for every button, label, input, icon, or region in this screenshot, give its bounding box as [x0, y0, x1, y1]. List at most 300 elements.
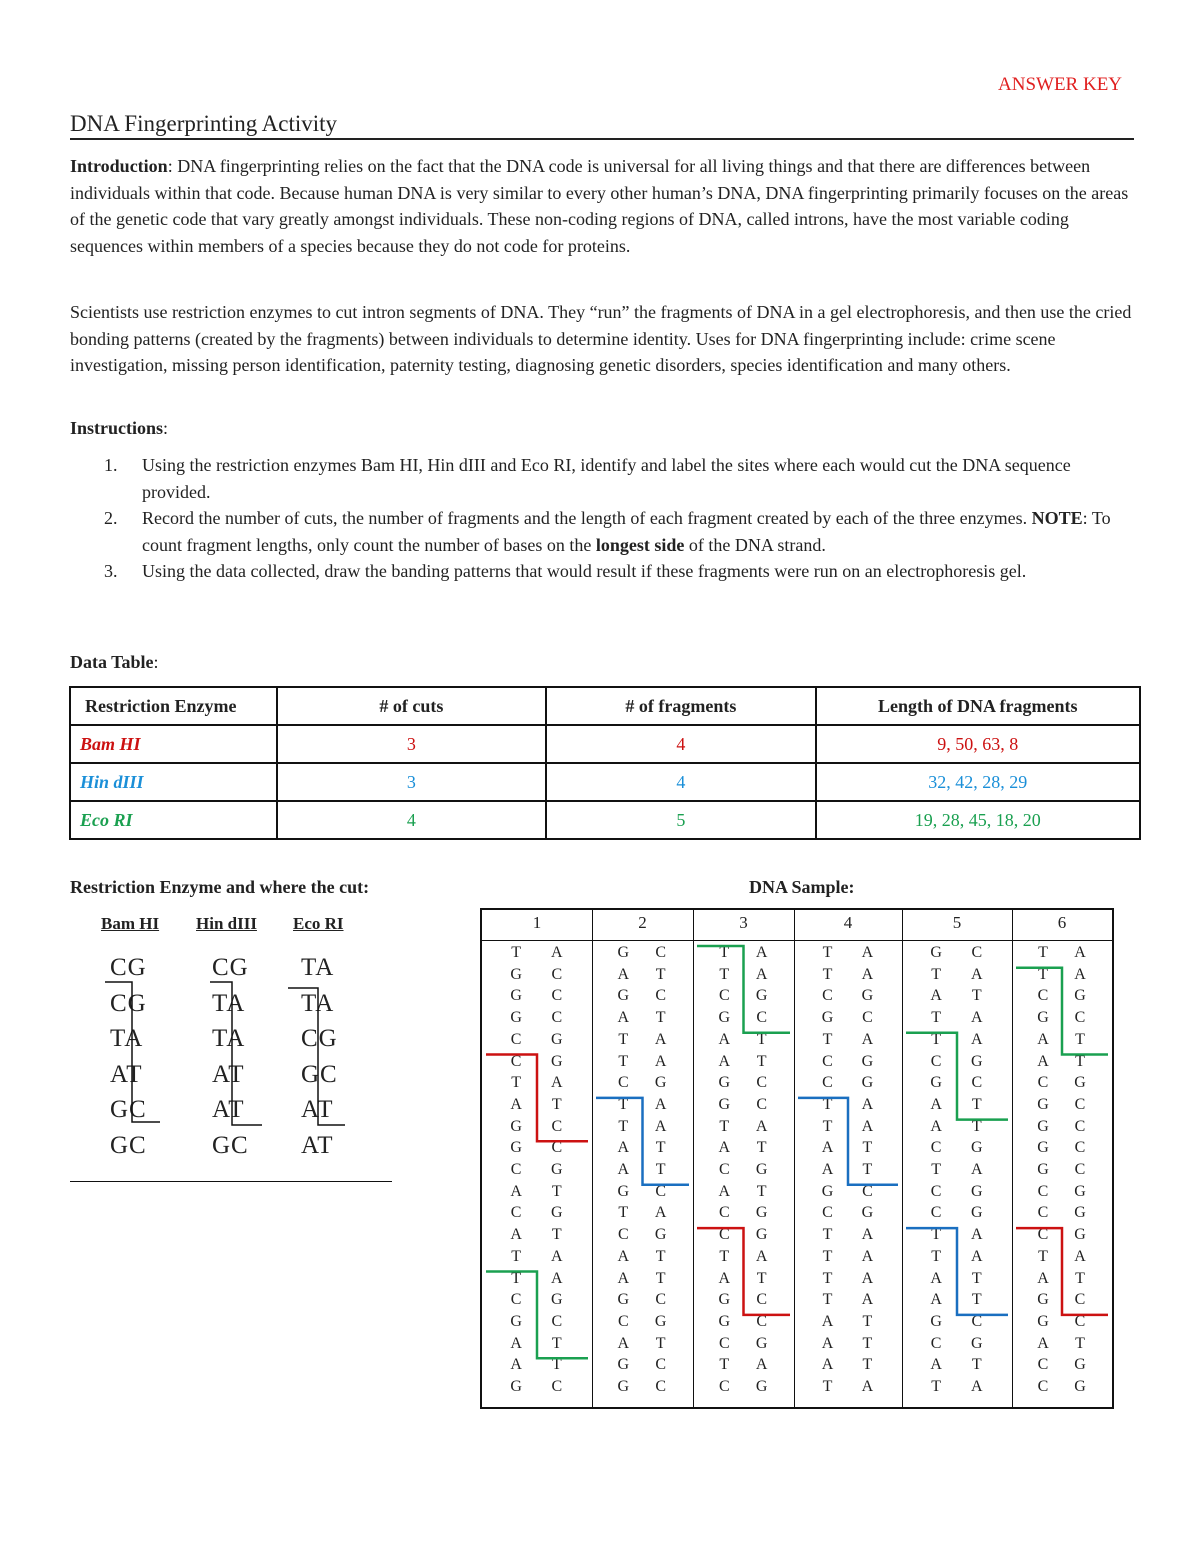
dna-base: C — [1037, 1074, 1049, 1092]
dna-base: T — [511, 1269, 521, 1287]
dna-base: C — [617, 1226, 629, 1244]
dna-base: A — [755, 1247, 768, 1265]
dna-base: G — [1074, 1226, 1086, 1244]
enzyme-cell: Eco RI — [70, 801, 277, 839]
dna-base: A — [821, 1356, 834, 1374]
dna-base: G — [971, 1139, 983, 1157]
dna-base: G — [861, 1052, 874, 1070]
dna-base: G — [755, 1161, 768, 1178]
dna-base: C — [1037, 1182, 1049, 1200]
dna-base: T — [971, 1095, 982, 1113]
list-number: 3. — [104, 561, 118, 582]
dna-base: A — [654, 1117, 667, 1135]
eco-cut-line — [697, 946, 790, 1033]
list-text: Using the restriction enzymes Bam HI, Hin dIII and Eco RI, identify and label the sites where each would cut the DNA sequence provided. — [142, 455, 1071, 502]
dna-base: G — [1074, 1356, 1086, 1374]
instructions-label: Instructions — [70, 418, 164, 438]
dna-base: T — [719, 944, 730, 961]
dna-base: T — [822, 1095, 833, 1113]
instructions-colon: : — [163, 418, 169, 438]
cuts-cell: 4 — [277, 801, 546, 839]
dna-base: A — [551, 1269, 563, 1287]
dna-base: A — [755, 1356, 768, 1374]
dna-base: G — [617, 944, 630, 961]
dna-base: T — [971, 1356, 982, 1374]
dna-base: A — [654, 1030, 667, 1048]
dna-base: G — [510, 1009, 522, 1027]
base-pair: GC — [110, 1131, 147, 1159]
dna-base: G — [718, 1312, 731, 1330]
dna-base: A — [861, 1378, 874, 1395]
dna-base: G — [551, 1030, 563, 1048]
emphasis-text: longest side — [595, 534, 685, 555]
fragments-cell: 5 — [546, 801, 816, 839]
dna-base: C — [1037, 987, 1049, 1005]
dna-base: C — [756, 1312, 767, 1330]
dna-base: T — [822, 965, 833, 983]
dna-base: T — [1075, 1269, 1085, 1287]
dna-base: C — [655, 944, 666, 961]
dna-base: T — [931, 1161, 941, 1178]
dna-base: C — [1074, 1139, 1086, 1157]
dna-base: C — [971, 1074, 983, 1092]
dna-base: T — [655, 1269, 666, 1287]
dna-base: G — [971, 1334, 983, 1352]
dna-base: G — [930, 1074, 942, 1092]
dna-base: A — [617, 1247, 630, 1265]
dna-base: C — [551, 1139, 563, 1157]
dna-base: T — [618, 1117, 629, 1135]
dna-base: T — [551, 1182, 562, 1200]
dna-base: C — [756, 1291, 767, 1309]
lengths-cell: 9, 50, 63, 8 — [816, 725, 1140, 763]
dna-base: G — [617, 1182, 630, 1200]
dna-base: A — [755, 1117, 768, 1135]
dna-base: T — [931, 965, 941, 983]
dna-base: T — [822, 1247, 833, 1265]
dna-base: T — [971, 1269, 982, 1287]
dna-base: G — [1074, 1204, 1086, 1222]
dna-base: G — [1074, 1182, 1086, 1200]
dna-base: A — [971, 1030, 983, 1048]
dna-base: A — [930, 1095, 942, 1113]
dna-base: C — [655, 1356, 666, 1374]
dna-base: T — [551, 1334, 562, 1352]
table-header: # of fragments — [546, 687, 816, 725]
intro-label: Introduction — [70, 156, 168, 176]
dna-base: A — [654, 1052, 667, 1070]
table-header: Length of DNA fragments — [816, 687, 1140, 725]
dna-base: T — [1038, 1247, 1048, 1265]
dna-base: C — [930, 1139, 942, 1157]
dna-base: A — [617, 1334, 630, 1352]
dna-column-header: 5 — [952, 913, 962, 932]
dna-base: A — [510, 1356, 522, 1374]
dna-base: C — [971, 944, 983, 961]
dna-base: G — [930, 1312, 942, 1330]
dna-base: G — [551, 1204, 563, 1222]
dna-base: G — [1037, 1312, 1049, 1330]
dna-base: G — [930, 944, 942, 961]
dna-base: A — [617, 1139, 630, 1157]
dna-base: C — [1037, 1378, 1049, 1395]
dna-base: A — [1037, 1030, 1049, 1048]
dna-base: A — [971, 1378, 983, 1395]
dna-base: T — [862, 1334, 873, 1352]
dna-base: A — [861, 944, 874, 961]
dna-base: C — [1074, 1312, 1086, 1330]
dna-base: T — [971, 1117, 982, 1135]
data-table-label: Data Table — [70, 652, 154, 672]
dna-base: T — [618, 1204, 629, 1222]
page-title: DNA Fingerprinting Activity — [70, 111, 338, 136]
eco-cut-line — [486, 1269, 588, 1359]
list-text: of the DNA strand. — [684, 534, 826, 555]
dna-base: A — [551, 1074, 563, 1092]
dna-base: T — [655, 965, 666, 983]
fragments-cell: 4 — [546, 763, 816, 801]
dna-base: C — [971, 1312, 983, 1330]
dna-base: T — [822, 944, 833, 961]
dna-base: G — [1074, 1378, 1086, 1395]
dna-base: C — [1074, 1161, 1086, 1178]
dna-base: T — [822, 1269, 833, 1287]
base-pair: AT — [212, 1060, 245, 1088]
dna-base: T — [1038, 965, 1048, 983]
dna-base: C — [1074, 1095, 1086, 1113]
base-pair: CG — [110, 989, 147, 1017]
enzyme-label-hindiii: Hin dIII — [196, 914, 257, 933]
dna-base: A — [1074, 944, 1086, 961]
hindiii-cut-line — [210, 982, 262, 1125]
dna-base: A — [971, 1009, 983, 1027]
dna-base: C — [822, 1052, 833, 1070]
dna-base: T — [511, 1247, 521, 1265]
dna-base: A — [718, 1139, 731, 1157]
dna-base: T — [719, 1117, 730, 1135]
dna-base: C — [551, 965, 563, 983]
dna-base: G — [617, 1291, 630, 1309]
base-pair: TA — [212, 989, 246, 1017]
dna-base: T — [971, 987, 982, 1005]
dna-base: C — [718, 1334, 730, 1352]
dna-base: T — [822, 1226, 833, 1244]
base-pair: CG — [301, 1025, 338, 1052]
dna-base: C — [1074, 1117, 1086, 1135]
enzyme-label-bamhi: Bam HI — [101, 914, 160, 933]
dna-base: T — [551, 1095, 562, 1113]
dna-base: C — [862, 1182, 873, 1200]
dna-base: C — [862, 1009, 873, 1027]
dna-base: A — [551, 1247, 563, 1265]
dna-base: T — [822, 1378, 833, 1395]
dna-base: C — [617, 1312, 629, 1330]
dna-base: G — [1037, 1009, 1049, 1027]
dna-base: A — [821, 1161, 834, 1178]
dna-base: A — [821, 1312, 834, 1330]
answer-key-label: ANSWER KEY — [998, 74, 1123, 95]
hin-cut-line — [906, 1228, 1008, 1315]
dna-base: T — [931, 1247, 941, 1265]
dna-base: A — [930, 1356, 942, 1374]
base-pair: TA — [301, 954, 335, 981]
lengths-cell: 19, 28, 45, 18, 20 — [816, 801, 1140, 839]
dna-base: A — [617, 965, 630, 983]
dna-base: C — [655, 1291, 666, 1309]
dna-base: C — [718, 1226, 730, 1244]
base-pair: CG — [212, 954, 249, 981]
hin-cut-line — [596, 1095, 689, 1185]
dna-base: G — [617, 1378, 630, 1395]
dna-base: C — [718, 1378, 730, 1395]
enzyme-label-ecori: Eco RI — [293, 914, 344, 933]
dna-base: T — [862, 1139, 873, 1157]
dna-base: C — [551, 1009, 563, 1027]
dna-base: G — [718, 1095, 731, 1113]
dna-base: A — [861, 1291, 874, 1309]
dna-base: A — [1037, 1052, 1049, 1070]
dna-base: T — [931, 1030, 941, 1048]
dna-column-header: 6 — [1057, 913, 1067, 932]
dna-base: T — [1075, 1052, 1085, 1070]
dna-base: G — [654, 1074, 667, 1092]
dna-base: G — [654, 1226, 667, 1244]
dna-base: C — [1037, 1226, 1049, 1244]
enzyme-cell: Bam HI — [70, 725, 277, 763]
bamhi-cut-line — [105, 982, 160, 1122]
dna-base: G — [718, 1291, 731, 1309]
dna-base: A — [755, 944, 768, 961]
dna-base: T — [655, 1139, 666, 1157]
dna-base: A — [930, 1117, 942, 1135]
bam-cut-line — [486, 1052, 588, 1142]
dna-base: T — [719, 965, 730, 983]
dna-base: T — [551, 1356, 562, 1374]
dna-base: A — [861, 1030, 874, 1048]
dna-base: A — [861, 1117, 874, 1135]
dna-base: G — [510, 1139, 522, 1157]
dna-base: T — [931, 1009, 941, 1027]
dna-base: G — [755, 1226, 768, 1244]
dna-base: A — [930, 1269, 942, 1287]
dna-base: C — [1074, 1291, 1086, 1309]
eco-cut-line — [906, 1030, 1008, 1120]
dna-sample-table — [480, 908, 1114, 1409]
dna-base: C — [551, 987, 563, 1005]
dna-base: T — [655, 1161, 666, 1178]
base-pair: CG — [110, 954, 147, 981]
dna-base: C — [1074, 1009, 1086, 1027]
dna-base: G — [1037, 1161, 1049, 1178]
dna-base: A — [718, 1030, 731, 1048]
dna-cut-lines — [482, 910, 1116, 1411]
dna-base: T — [756, 1182, 767, 1200]
list-number: 1. — [104, 455, 118, 475]
dna-base: C — [822, 987, 833, 1005]
dna-base: A — [971, 1161, 983, 1178]
dna-base: A — [510, 1182, 522, 1200]
dna-base: G — [1037, 1291, 1049, 1309]
dna-base: G — [510, 1378, 522, 1395]
dna-base: A — [1074, 965, 1086, 983]
dna-base: C — [822, 1074, 833, 1092]
dna-base: A — [861, 965, 874, 983]
dna-base: A — [755, 965, 768, 983]
base-pair: AT — [212, 1096, 245, 1123]
dna-base: A — [861, 1095, 874, 1113]
dna-base: A — [1037, 1269, 1049, 1287]
dna-base: T — [655, 1247, 666, 1265]
intro-text: : DNA fingerprinting relies on the fact that the DNA code is universal for all living things and that there are differences between individuals within that code. Because human DNA is very similar to every other human’s DNA, DNA fingerprinting primarily focuses on the areas of the genetic code that vary greatly amongst individuals. These non-coding regions of DNA, called introns, have the most variable coding sequences within members of a species because they do not code for proteins. — [70, 156, 1129, 256]
dna-base: A — [1037, 1334, 1049, 1352]
dna-base: G — [718, 1074, 731, 1092]
dna-base: A — [510, 1334, 522, 1352]
bam-cut-line — [697, 1228, 790, 1315]
eco-cut-line — [1016, 965, 1108, 1055]
dna-base: T — [822, 1117, 833, 1135]
dna-base: C — [930, 1052, 942, 1070]
dna-base: T — [756, 1052, 767, 1070]
dna-base: C — [655, 1378, 666, 1395]
dna-base: G — [971, 1052, 983, 1070]
dna-base: A — [718, 1269, 731, 1287]
dna-base: C — [718, 1161, 730, 1178]
dna-base: A — [971, 1247, 983, 1265]
lengths-cell: 32, 42, 28, 29 — [816, 763, 1140, 801]
dna-column-header: 3 — [739, 913, 748, 932]
dna-base: T — [655, 1334, 666, 1352]
dna-base: G — [551, 1291, 563, 1309]
dna-base: C — [930, 1204, 942, 1222]
dna-base: C — [718, 1204, 730, 1222]
dna-base: A — [654, 1095, 667, 1113]
dna-base: C — [510, 1291, 522, 1309]
dna-base: G — [1037, 1117, 1049, 1135]
dna-base: G — [755, 1334, 768, 1352]
dna-base: G — [755, 1204, 768, 1222]
enzyme-cell: Hin dIII — [70, 763, 277, 801]
dna-base: A — [861, 1269, 874, 1287]
dna-base: T — [551, 1226, 562, 1244]
dna-base: C — [930, 1182, 942, 1200]
enzyme-section-divider — [70, 1181, 392, 1182]
base-pair: AT — [301, 1131, 334, 1159]
dna-base: A — [617, 1009, 630, 1027]
dna-base: T — [756, 1269, 767, 1287]
dna-base: G — [510, 965, 522, 983]
dna-base: A — [861, 1226, 874, 1244]
enzyme-cut-lines — [0, 0, 400, 1200]
dna-base: T — [719, 1356, 730, 1374]
dna-base: T — [756, 1030, 767, 1048]
dna-base: C — [510, 1204, 522, 1222]
dna-base: G — [861, 1204, 874, 1222]
list-text: Using the data collected, draw the banding patterns that would result if these fragments were run on an electrophoresis gel. — [142, 561, 1027, 582]
list-text: : To count fragment lengths, only count the number of bases on the — [142, 508, 1111, 555]
dna-base: G — [861, 1074, 874, 1092]
dna-base: G — [755, 987, 768, 1005]
dna-base: G — [861, 987, 874, 1005]
dna-base: C — [718, 987, 730, 1005]
dna-base: G — [510, 1312, 522, 1330]
dna-column-header: 2 — [638, 913, 647, 932]
dna-base: G — [718, 1009, 731, 1027]
ecori-cut-line — [288, 988, 345, 1125]
dna-base: T — [511, 944, 521, 961]
dna-base: T — [971, 1291, 982, 1309]
dna-base: A — [971, 965, 983, 983]
base-pair: AT — [110, 1060, 143, 1088]
dna-base: T — [511, 1074, 521, 1092]
dna-base: G — [755, 1378, 768, 1395]
table-header: Restriction Enzyme — [70, 687, 277, 725]
restriction-heading: Restriction Enzyme and where the cut: — [70, 877, 370, 897]
base-pair: GC — [301, 1060, 338, 1088]
dna-base: G — [1074, 1074, 1086, 1092]
dna-base: T — [822, 1030, 833, 1048]
dna-base: G — [510, 987, 522, 1005]
methods-paragraph: Scientists use restriction enzymes to cut intron segments of DNA. They “run” the fragments of DNA in a gel electrophoresis, and then use the cried bonding patterns (created by the fragments) between individuals to determine identity. Uses for DNA fingerprinting include: crime scene investigation, missing person identification, paternity testing, diagnosing genetic disorders, species identification and many others. — [70, 302, 1132, 376]
list-number: 2. — [104, 508, 118, 529]
dna-base: T — [618, 1095, 629, 1113]
dna-base: T — [618, 1052, 629, 1070]
dna-base: T — [1075, 1334, 1085, 1352]
dna-base: G — [1037, 1095, 1049, 1113]
base-pair: GC — [110, 1096, 147, 1123]
dna-base: T — [756, 1139, 767, 1157]
dna-base: C — [510, 1052, 522, 1070]
table-header: # of cuts — [277, 687, 546, 725]
bam-cut-line — [1016, 1228, 1108, 1315]
dna-base: A — [510, 1095, 522, 1113]
dna-base: G — [551, 1161, 563, 1178]
dna-base: T — [931, 1378, 941, 1395]
dna-sample-heading: DNA Sample: — [749, 877, 855, 897]
dna-base: G — [971, 1182, 983, 1200]
dna-column-header: 4 — [843, 913, 853, 932]
dna-base: G — [821, 1182, 834, 1200]
dna-base: A — [617, 1161, 630, 1178]
dna-base: C — [756, 1095, 767, 1113]
dna-base: C — [510, 1161, 522, 1178]
dna-base: T — [862, 1161, 873, 1178]
dna-base: G — [1037, 1139, 1049, 1157]
dna-base: T — [618, 1030, 629, 1048]
dna-base: T — [862, 1356, 873, 1374]
dna-base: A — [654, 1204, 667, 1222]
dna-base: A — [861, 1247, 874, 1265]
dna-base: G — [617, 1356, 630, 1374]
dna-base: C — [756, 1009, 767, 1027]
dna-base: C — [510, 1030, 522, 1048]
dna-base: A — [551, 944, 563, 961]
list-text: Record the number of cuts, the number of fragments and the length of each fragment created by each of the three enzymes. — [142, 508, 1032, 529]
dna-base: T — [1038, 944, 1048, 961]
base-pair: AT — [301, 1096, 334, 1123]
dna-column-header: 1 — [532, 913, 542, 932]
dna-base: G — [617, 987, 630, 1005]
dna-base: C — [655, 1182, 666, 1200]
base-pair: TA — [110, 1025, 144, 1052]
dna-base: A — [510, 1226, 522, 1244]
fragments-cell: 4 — [546, 725, 816, 763]
dna-base: G — [551, 1052, 563, 1070]
data-table-colon: : — [153, 652, 159, 672]
dna-base: A — [1074, 1247, 1086, 1265]
dna-base: T — [1075, 1030, 1085, 1048]
dna-base: C — [551, 1312, 563, 1330]
dna-base: G — [510, 1117, 522, 1135]
